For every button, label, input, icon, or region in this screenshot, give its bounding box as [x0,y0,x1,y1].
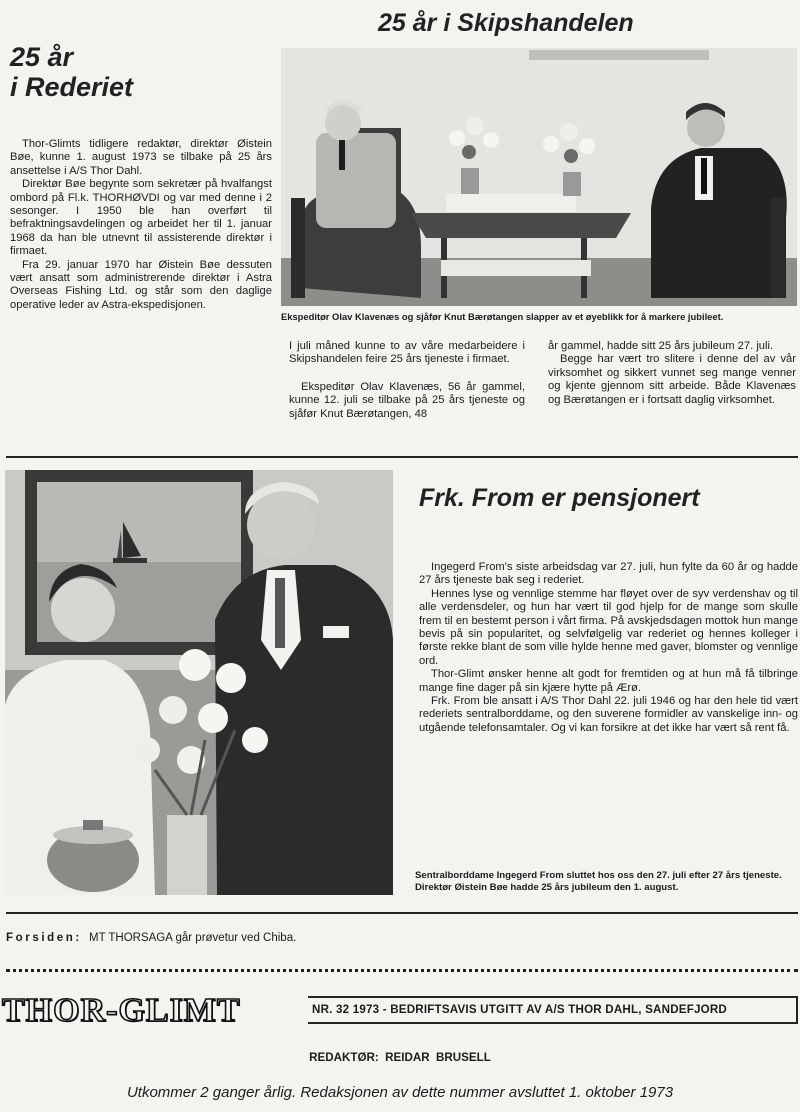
bottom-article-body [419,561,798,735]
footer-dotted-rule [6,969,798,972]
publication-note: Utkommer 2 ganger årlig. Redaksjonen av dette nummer avsluttet 1. oktober 1973 [126,1084,674,1101]
bottom-paragraph: Ingegerd From's siste arbeidsdag var 27. juli, hun fylte da 60 år og hadde 27 års tjeneste bak seg i rederiet. [419,561,798,587]
cover-note [6,932,786,944]
right-article-col1 [289,340,525,421]
cover-note-label: Forsiden: [6,932,82,944]
right-col2-paragraph: Begge har vært tro slitere i denne del av vår virksomhet og sikkert vunnet seg mange venner og kjente gjennom sitt arbeide. Både Klavenæs og Bærøtangen er i fortsatt daglig virksomhet. [548,353,796,406]
skipshandelen-photo-image [281,48,797,306]
skipshandelen-photo-caption: Ekspeditør Olav Klavenæs og sjåfør Knut Bærøtangen slapper av et øyeblikk for å markere jubileet. [281,311,724,322]
cover-note-text: MT THORSAGA går prøvetur ved Chiba. [89,932,297,944]
from-farewell-photo [5,470,393,895]
footer-top-rule [6,912,798,914]
right-col1-paragraph: Ekspeditør Olav Klavenæs, 56 år gammel, kunne 12. juli se tilbake på 25 års tjeneste og sjåfør Knut Bærøtangen, 48 [289,380,525,420]
bottom-paragraph: Frk. From ble ansatt i A/S Thor Dahl 22. juli 1946 og har den hele tid vært rederiets sentralborddame, og den suverene formidler av vanskelige inn- og utgående telefonsamtaler. Og vi kan forsikre at det ikke har vært så rent få. [419,695,798,734]
left-paragraph: Direktør Bøe begynte som sekretær på hvalfangst ombord på Fl.k. THORHØVDI og var med denne i 2 sesonger. I 1950 ble han overført til befraktningsavdelingen og arbeidet her til 1. januar 1968 da han ble utnevnt til assisterende direktør i firmaet. [10,178,272,258]
from-farewell-photo-image [5,470,393,895]
right-col1-paragraph: I juli måned kunne to av våre medarbeidere i Skipshandelen feire 25 års tjeneste i firmaet. [289,340,525,366]
left-title-line2: i Rederiet [10,72,134,102]
left-title-line1: 25 år [10,42,74,72]
bottom-article-title: Frk. From er pensjonert [419,484,700,512]
left-article-body [10,138,272,312]
right-article-title: 25 år i Skipshandelen [378,9,634,37]
left-article-title [10,42,270,102]
section-divider [6,456,798,458]
from-farewell-photo-caption: Sentralborddame Ingegerd From sluttet hos oss den 27. juli efter 27 års tjeneste. Direktør Øistein Bøe hadde 25 års jubileum den 1. august. [415,870,782,894]
skipshandelen-photo [281,48,797,306]
right-article-col2 [548,340,796,407]
left-paragraph: Fra 29. januar 1970 har Øistein Bøe dessuten vært ansatt som administrerende direktør i Astra Overseas Fishing Ltd. og står som den daglige operative leder av Astra-ekspedisjonen. [10,258,272,311]
right-col2-paragraph: år gammel, hadde sitt 25 års jubileum 27. juli. [548,340,774,352]
bottom-paragraph: Thor-Glimt ønsker henne alt godt for fremtiden og at hun må få tilbringe mange fine dager på sin kjære hytte på Ærø. [419,668,798,694]
issue-line-box [308,996,798,1024]
issue-line: NR. 32 1973 - BEDRIFTSAVIS UTGITT AV A/S THOR DAHL, SANDEFJORD [312,1003,728,1016]
editor-line: REDAKTØR: REIDAR BRUSELL [309,1051,491,1064]
left-paragraph: Thor-Glimts tidligere redaktør, direktør Øistein Bøe, kunne 1. august 1973 se tilbake på 25 års ansettelse i A/S Thor Dahl. [10,138,272,177]
masthead-title: THOR-GLIMT [2,992,241,1029]
bottom-paragraph: Hennes lyse og vennlige stemme har fløyet over de syv verdenshav og til alle verdensdeler, og hun har vært til god hjelp for de mange som skulle frem til en bestemt person i vårt firma. På avskjedsdagen mottok hun mange bevis på sin popularitet, og selvfølgelig var rederiet og hennes kolleger i første rekke blant de som ville hylde henne med gaver, blomster og vennlige ord. [419,587,798,667]
masthead-logo [2,990,302,1032]
